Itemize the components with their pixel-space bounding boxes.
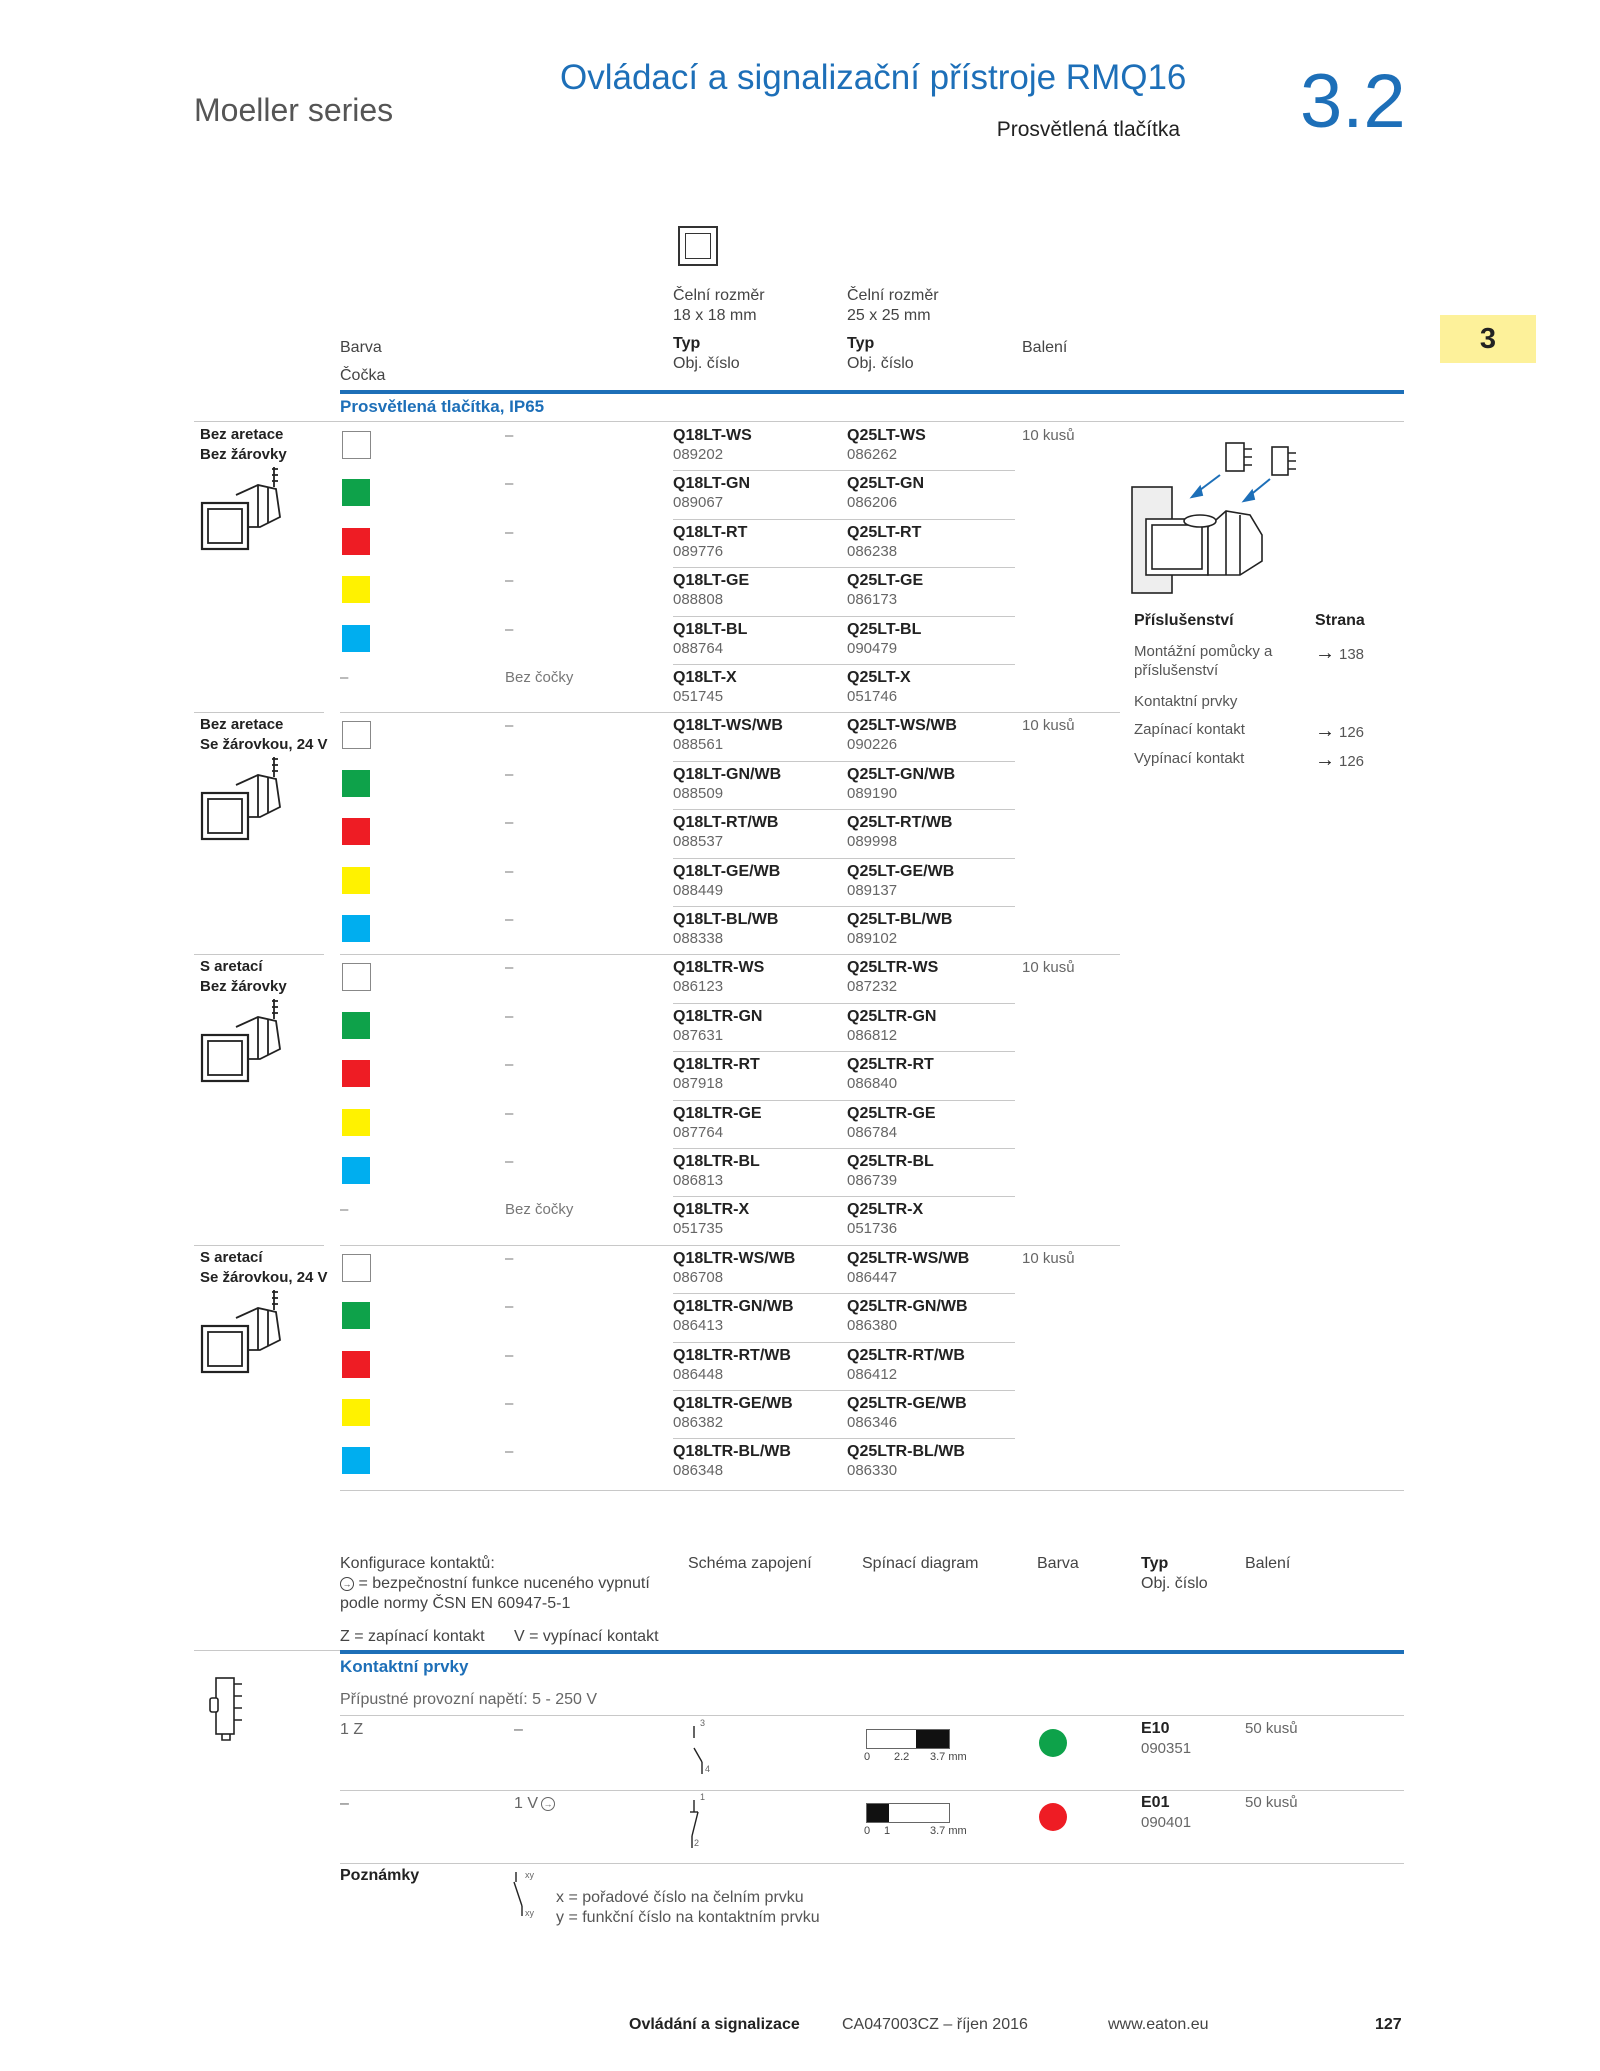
type-18: Q18LT-BL/WB [673, 911, 779, 928]
col18-size: 18 x 18 mm [673, 307, 757, 324]
type-25: Q25LT-GE [847, 572, 924, 590]
color-swatch [342, 1109, 370, 1136]
color-swatch [342, 867, 370, 894]
arrow-right-icon: → [1315, 642, 1335, 664]
row-divider [340, 1790, 1404, 1791]
accessory-page-link[interactable] [1315, 749, 1364, 772]
order-25: 086238 [847, 542, 898, 560]
type-25: Q25LTR-GN/WB [847, 1298, 968, 1316]
group-divider [340, 712, 1120, 713]
order-18: 089202 [673, 446, 724, 463]
switching-diagram-fill [916, 1730, 949, 1748]
col-barva2: Barva [1037, 1555, 1079, 1572]
type-25: Q25LT-BL [847, 620, 922, 638]
notes-head: Poznámky [340, 1867, 420, 1884]
col25-size: 25 x 25 mm [847, 307, 931, 324]
type-25: Q25LTR-GE/WB [847, 1395, 967, 1412]
row-divider [673, 761, 1015, 762]
type-25: Q25LTR-GE [847, 1104, 936, 1122]
group-pack: 10 kusů [1022, 959, 1075, 977]
contact-order: 090401 [1141, 1814, 1192, 1831]
lens-value: – [505, 717, 514, 735]
no-contact-symbol [688, 1722, 728, 1778]
color-swatch [342, 1157, 370, 1184]
order-25: 086812 [847, 1026, 898, 1044]
group-pack: 10 kusů [1022, 717, 1075, 735]
type-25: Q25LT-GE/WB [847, 862, 955, 880]
type-18: Q18LT-GN [673, 475, 751, 493]
color-swatch [342, 963, 371, 991]
color-swatch [342, 528, 370, 555]
group-pack: 10 kusů [1022, 427, 1075, 444]
table2-left-line [194, 1650, 340, 1651]
lens-value: – [505, 862, 514, 880]
lens-value: – [505, 765, 514, 783]
note-sup-top: xy [525, 1870, 534, 1880]
lens-value: – [505, 572, 514, 590]
group-divider [340, 954, 1120, 955]
col25-dim: Čelní rozměr [847, 287, 939, 304]
config-z: – [340, 1795, 349, 1812]
col-barva: Barva [340, 339, 382, 356]
type-25: Q25LT-RT [847, 523, 922, 541]
order-25: 087232 [847, 978, 898, 996]
assembly-illustration [1130, 435, 1320, 595]
accessory-page-link[interactable] [1315, 642, 1364, 665]
order-25: 086330 [847, 1462, 898, 1480]
color-swatch [342, 1060, 370, 1087]
config-v: – [514, 1721, 523, 1738]
order-18: 051735 [673, 1220, 724, 1238]
type-25: Q25LT-GN/WB [847, 765, 956, 783]
order-25: 086447 [847, 1268, 898, 1286]
row-divider [673, 1342, 1015, 1343]
color-swatch [342, 431, 371, 459]
type-25: Q25LTR-GN [847, 1007, 937, 1025]
type-18: Q18LTR-GE [673, 1104, 762, 1122]
contact-pack: 50 kusů [1245, 1794, 1298, 1811]
type-18: Q18LT-X [673, 669, 737, 686]
order-25: 089102 [847, 930, 898, 947]
order-18: 088449 [673, 881, 724, 899]
table1-section-title: Prosvětlená tlačítka, IP65 [340, 397, 545, 416]
type-25: Q25LT-BL/WB [847, 911, 953, 928]
switching-diagram-bar [866, 1803, 950, 1823]
color-swatch [342, 1254, 371, 1282]
lens-value: – [505, 1249, 514, 1267]
row-divider [673, 470, 1015, 471]
type-18: Q18LT-WS [673, 427, 752, 444]
arrow-right-icon: → [1315, 749, 1335, 771]
pushbutton-illustration [200, 997, 290, 1087]
table1-bottom-line [340, 1490, 1404, 1491]
order-18: 089776 [673, 542, 724, 560]
lens-value: – [505, 475, 514, 493]
section-number: 3.2 [1300, 59, 1406, 144]
arrow-right-icon: → [1315, 720, 1335, 742]
color-swatch [342, 625, 370, 652]
col-baleni: Balení [1022, 339, 1068, 356]
type-25: Q25LTR-BL/WB [847, 1443, 965, 1461]
col25-obj: Obj. číslo [847, 355, 914, 372]
square-button-icon [678, 226, 718, 266]
type-18: Q18LT-WS/WB [673, 717, 783, 735]
type-18: Q18LTR-GE/WB [673, 1395, 793, 1412]
type-18: Q18LTR-RT/WB [673, 1346, 791, 1364]
order-18: 086123 [673, 978, 724, 996]
col-obj2: Obj. číslo [1141, 1575, 1208, 1592]
row-divider [673, 567, 1015, 568]
row-divider [673, 1100, 1015, 1101]
col18-obj: Obj. číslo [673, 355, 740, 372]
no-lens-dash: – [340, 669, 349, 686]
order-18: 086382 [673, 1414, 724, 1431]
switching-diagram-bar [866, 1729, 950, 1749]
color-swatch [342, 1351, 370, 1378]
schema-terminal-top: 3 [700, 1718, 706, 1728]
group-label-2: Bez žárovky [200, 978, 287, 996]
order-25: 086412 [847, 1365, 898, 1383]
color-indicator [1039, 1729, 1067, 1757]
footer-catalog: CA047003CZ – říjen 2016 [842, 2016, 1028, 2033]
color-swatch [342, 915, 370, 942]
type-18: Q18LTR-GN/WB [673, 1298, 794, 1316]
order-18: 088537 [673, 833, 724, 851]
type-25: Q25LT-RT/WB [847, 814, 953, 832]
row-divider [673, 809, 1015, 810]
chapter-tab-label: 3 [1479, 322, 1497, 355]
lens-value: – [505, 620, 514, 638]
contact-order: 090351 [1141, 1740, 1192, 1757]
group-label-1: S aretací [200, 1248, 263, 1266]
accessory-page-number: 126 [1339, 753, 1365, 770]
type-25: Q25LTR-BL [847, 1153, 934, 1170]
order-25: 090479 [847, 639, 898, 657]
accessory-page-link[interactable] [1315, 720, 1364, 743]
schema-terminal-top: 1 [700, 1792, 706, 1802]
row-divider [673, 616, 1015, 617]
col18-dim: Čelní rozměr [673, 287, 765, 304]
order-18: 087764 [673, 1123, 724, 1141]
row-divider [673, 1293, 1015, 1294]
row-divider [673, 664, 1015, 665]
diagram-tick-1: 1 [884, 1825, 891, 1837]
page-title: Ovládací a signalizační přístroje RMQ16 [560, 58, 1187, 97]
type-18: Q18LTR-RT [673, 1056, 760, 1074]
col18-typ: Typ [673, 335, 701, 352]
col-typ2: Typ [1141, 1555, 1169, 1572]
series-label: Moeller series [194, 92, 394, 128]
pushbutton-illustration [200, 1288, 290, 1378]
footer-page-label: 127 [1375, 2016, 1402, 2033]
type-25: Q25LT-WS [847, 427, 926, 444]
order-25: 090226 [847, 736, 898, 754]
order-18: 086708 [673, 1268, 724, 1286]
accessory-page-number: 138 [1339, 646, 1365, 663]
accessory-item: Kontaktní prvky [1134, 693, 1238, 710]
col18-header [673, 286, 765, 374]
order-25: 086173 [847, 591, 898, 609]
row-divider [673, 1003, 1015, 1004]
type-18: Q18LTR-X [673, 1201, 750, 1219]
type-18: Q18LTR-BL [673, 1153, 760, 1170]
contact-pack: 50 kusů [1245, 1720, 1298, 1737]
row-divider [673, 1051, 1015, 1052]
type-18: Q18LTR-GN [673, 1007, 763, 1025]
contact-type: E01 [1141, 1794, 1170, 1811]
order-25: 086739 [847, 1172, 898, 1189]
config-z: 1 Z [340, 1721, 364, 1738]
lens-value: – [505, 911, 514, 928]
row-divider [673, 1390, 1015, 1391]
col25-typ: Typ [847, 335, 875, 352]
type-18: Q18LT-GN/WB [673, 765, 782, 783]
lens-value: – [505, 1056, 514, 1074]
config-line2: = bezpečnostní funkce nuceného vypnutí [358, 1575, 650, 1592]
col-baleni2: Balení [1245, 1555, 1291, 1572]
voltage-note: Přípustné provozní napětí: 5 - 250 V [340, 1691, 598, 1708]
col-typ2-block [1141, 1554, 1208, 1594]
order-18: 086413 [673, 1317, 724, 1335]
accessory-item: Vypínací kontakt [1134, 750, 1245, 767]
color-swatch [342, 770, 370, 797]
color-indicator [1039, 1803, 1067, 1831]
color-swatch [342, 818, 370, 845]
row-divider [673, 519, 1015, 520]
accessory-page-number: 126 [1339, 724, 1365, 741]
type-18: Q18LT-BL [673, 620, 748, 638]
order-25: 051736 [847, 1220, 898, 1238]
schema-terminal-bottom: 2 [694, 1838, 700, 1848]
row-divider [673, 906, 1015, 907]
color-swatch [342, 1302, 370, 1329]
nc-contact-symbol [688, 1796, 728, 1852]
order-18: 087918 [673, 1075, 724, 1093]
type-25: Q25LT-WS/WB [847, 717, 957, 735]
accessories-head: Příslušenství [1134, 612, 1234, 629]
order-18: 086448 [673, 1365, 724, 1383]
color-swatch [342, 1447, 370, 1474]
group-divider-left [194, 1245, 324, 1246]
lens-value: Bez čočky [505, 669, 574, 686]
lens-value: Bez čočky [505, 1201, 574, 1219]
diagram-tick-1: 2.2 [894, 1751, 910, 1763]
order-18: 087631 [673, 1026, 724, 1044]
footer-section [629, 2016, 800, 2034]
accessory-item: Zapínací kontakt [1134, 721, 1245, 738]
order-18: 051745 [673, 688, 724, 705]
order-18: 088808 [673, 591, 724, 609]
order-25: 086840 [847, 1075, 898, 1093]
table2-rule [340, 1650, 1404, 1654]
note-y: y = funkční číslo na kontaktním prvku [556, 1909, 820, 1926]
pushbutton-illustration [200, 755, 290, 845]
lens-value: – [505, 523, 514, 541]
order-25: 086346 [847, 1414, 898, 1431]
row-divider [673, 1438, 1015, 1439]
diagram-tick-2: 3.7 mm [930, 1751, 967, 1763]
order-25: 086784 [847, 1123, 898, 1141]
type-25: Q25LTR-X [847, 1201, 924, 1219]
type-25: Q25LT-GN [847, 475, 925, 493]
lens-value: – [505, 814, 514, 832]
lens-value: – [505, 1298, 514, 1316]
color-swatch [342, 1399, 370, 1426]
group-label-2: Se žárovkou, 24 V [200, 736, 328, 754]
color-swatch [342, 721, 371, 749]
type-25: Q25LTR-WS [847, 959, 939, 977]
type-18: Q18LT-RT [673, 523, 748, 541]
page-subtitle: Prosvětlená tlačítka [996, 118, 1180, 141]
order-25: 086380 [847, 1317, 898, 1335]
diagram-tick-0: 0 [864, 1751, 871, 1763]
group-divider [340, 1245, 1120, 1246]
row-divider [340, 1863, 1404, 1864]
type-25: Q25LTR-WS/WB [847, 1249, 970, 1267]
config-head: Konfigurace kontaktů: [340, 1555, 495, 1572]
row-divider [673, 858, 1015, 859]
pushbutton-illustration [200, 465, 290, 555]
order-18: 086813 [673, 1172, 724, 1189]
type-25: Q25LT-X [847, 669, 911, 686]
type-25: Q25LTR-RT [847, 1056, 934, 1074]
diagram-tick-0: 0 [864, 1825, 871, 1837]
group-divider-left [194, 954, 324, 955]
accessories-page-head: Strana [1315, 612, 1365, 629]
col-diagram: Spínací diagram [862, 1555, 979, 1572]
type-18: Q18LT-RT/WB [673, 814, 779, 832]
group-label-1: Bez aretace [200, 716, 284, 734]
accessory-item: Montážní pomůcky a příslušenství [1134, 643, 1273, 679]
type-18: Q18LTR-BL/WB [673, 1443, 791, 1461]
group-label-1: Bez aretace [200, 426, 284, 443]
col-cocka: Čočka [340, 367, 386, 384]
order-25: 089190 [847, 784, 898, 802]
order-25: 086206 [847, 494, 898, 512]
footer-url[interactable]: www.eaton.eu [1108, 2016, 1209, 2033]
diagram-tick-2: 3.7 mm [930, 1825, 967, 1837]
type-18: Q18LTR-WS/WB [673, 1249, 796, 1267]
col-schema: Schéma zapojení [688, 1555, 812, 1572]
table2-section-title: Kontaktní prvky [340, 1657, 469, 1676]
group-label-2: Bez žárovky [200, 446, 287, 463]
switching-diagram-fill [867, 1804, 889, 1822]
z-def: Z = zapínací kontakt [340, 1628, 485, 1645]
lens-value: – [505, 1007, 514, 1025]
chapter-tab [1440, 315, 1536, 363]
order-18: 089067 [673, 494, 724, 512]
order-25: 089137 [847, 881, 898, 899]
type-18: Q18LT-GE/WB [673, 862, 781, 880]
group-label-1: S aretací [200, 958, 263, 976]
config-v: 1 V → [514, 1794, 555, 1814]
footer-section-label: Ovládání a signalizace [629, 2016, 800, 2033]
order-18: 088764 [673, 639, 724, 657]
row-divider [673, 1148, 1015, 1149]
footer-page-number [1375, 2016, 1402, 2034]
order-18: 088338 [673, 930, 724, 947]
order-25: 051746 [847, 688, 898, 705]
color-swatch [342, 479, 370, 506]
lens-value: – [505, 959, 514, 977]
lens-value: – [505, 427, 514, 444]
lens-value: – [505, 1443, 514, 1461]
lens-value: – [505, 1104, 514, 1122]
lens-value: – [505, 1346, 514, 1364]
group-label-2: Se žárovkou, 24 V [200, 1268, 328, 1286]
contact-element-illustration [206, 1672, 252, 1744]
type-25: Q25LTR-RT/WB [847, 1346, 965, 1364]
type-18: Q18LT-GE [673, 572, 750, 590]
table1-head-line [194, 421, 1404, 422]
order-18: 088509 [673, 784, 724, 802]
lens-value: – [505, 1153, 514, 1170]
color-swatch [342, 576, 370, 603]
order-25: 089998 [847, 833, 898, 851]
config-line3: podle normy ČSN EN 60947-5-1 [340, 1595, 571, 1612]
config-block [340, 1554, 660, 1614]
voltage-line [340, 1715, 1404, 1716]
row-divider [673, 1196, 1015, 1197]
order-18: 088561 [673, 736, 724, 754]
schema-terminal-bottom: 4 [705, 1764, 711, 1774]
order-18: 086348 [673, 1462, 724, 1480]
group-divider-left [194, 712, 324, 713]
col25-header [847, 286, 939, 374]
safety-icon: → [541, 1797, 555, 1811]
note-sup-bottom: xy [525, 1908, 534, 1918]
group-pack: 10 kusů [1022, 1249, 1075, 1267]
lens-value: – [505, 1395, 514, 1412]
v-def: V = vypínací kontakt [514, 1628, 659, 1645]
contact-type: E10 [1141, 1720, 1170, 1737]
no-lens-dash: – [340, 1201, 349, 1219]
order-25: 086262 [847, 446, 898, 463]
type-18: Q18LTR-WS [673, 959, 765, 977]
safety-icon: → [340, 1577, 354, 1591]
color-swatch [342, 1012, 370, 1039]
note-x: x = pořadové číslo na čelním prvku [556, 1889, 804, 1906]
table1-rule [340, 390, 1404, 394]
